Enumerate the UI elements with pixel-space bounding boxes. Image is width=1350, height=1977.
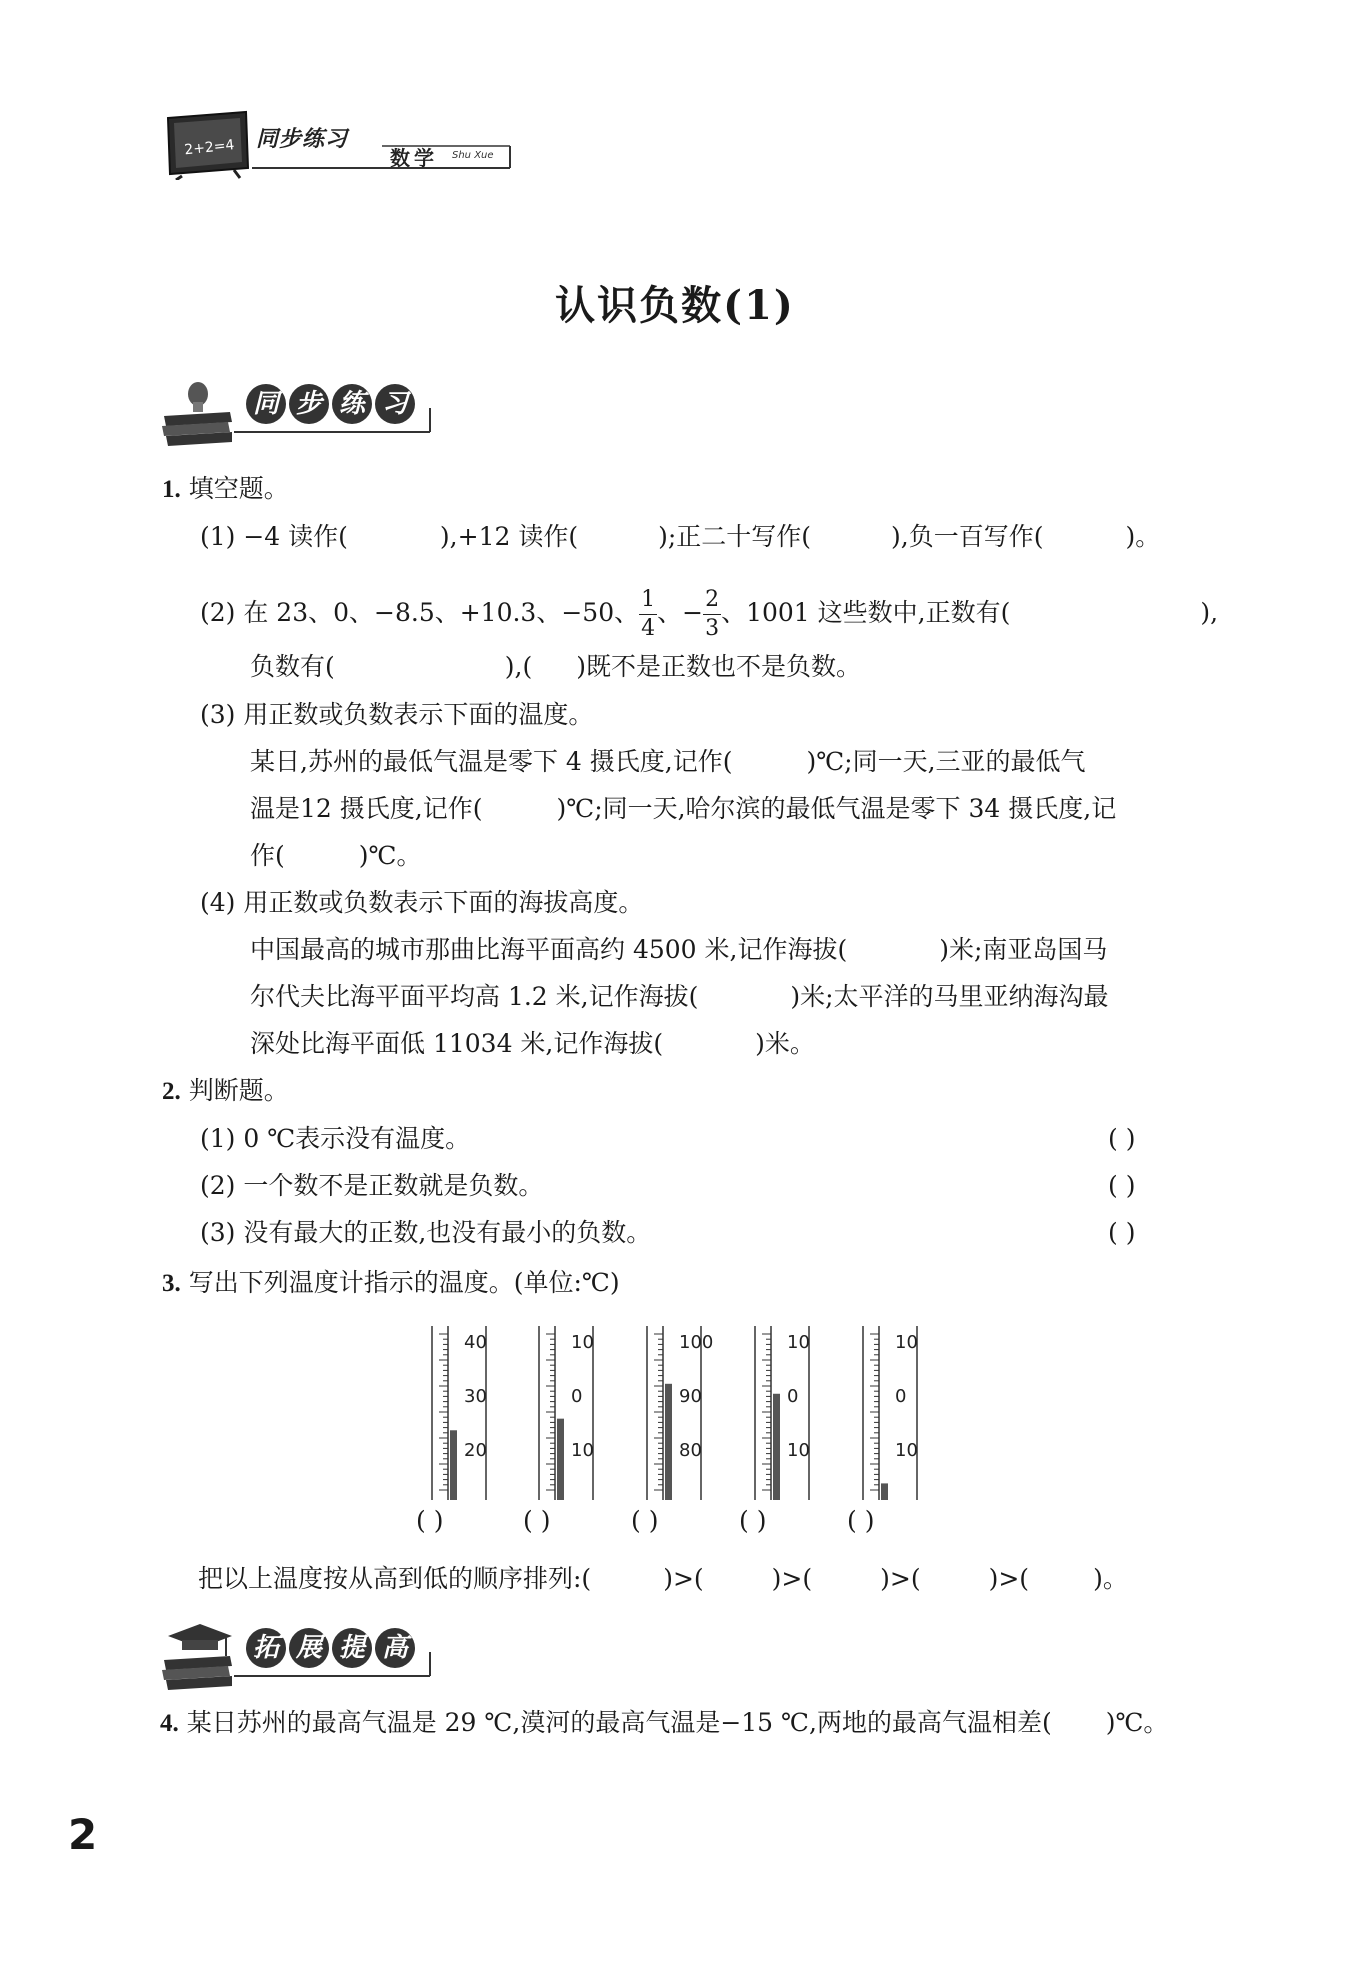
q3-heading: 3. 写出下列温度计指示的温度。(单位:℃) xyxy=(162,1268,620,1297)
subject-title: 数学 xyxy=(390,146,438,170)
q3-order-line: 把以上温度按从高到低的顺序排列:( )>( )>( )>( )>( )。 xyxy=(198,1564,1128,1593)
mercury-column-1 xyxy=(450,1430,457,1500)
q2-item-1: (1) 0 ℃表示没有温度。 xyxy=(200,1124,471,1153)
thermometer-1-label-3: 20 xyxy=(464,1440,487,1461)
thermometer-answer-paren-1[interactable]: ( ) xyxy=(416,1506,444,1535)
q1-part4-line2: 尔代夫比海平面平均高 1.2 米,记作海拔( )米;太平洋的马里亚纳海沟最 xyxy=(250,982,1109,1011)
mercury-column-5 xyxy=(881,1483,888,1500)
section-badge-extension: 拓 展 提 高 xyxy=(160,1622,430,1676)
q4-line: 4. 某日苏州的最高气温是 29 ℃,漠河的最高气温是−15 ℃,两地的最高气温相差( )℃。 xyxy=(160,1708,1169,1737)
q1-part3-line1: 某日,苏州的最低气温是零下 4 摄氏度,记作( )℃;同一天,三亚的最低气 xyxy=(250,747,1086,776)
thermometer-1-label-2: 30 xyxy=(464,1386,487,1407)
q2-item-2: (2) 一个数不是正数就是负数。 xyxy=(200,1171,544,1200)
thermometer-5-label-2: 0 xyxy=(895,1386,907,1407)
thermometer-answer-paren-4[interactable]: ( ) xyxy=(739,1506,767,1535)
q1-part4-line1: 中国最高的城市那曲比海平面高约 4500 米,记作海拔( )米;南亚岛国马 xyxy=(250,935,1108,964)
q2-answer-paren-3[interactable]: ( ) xyxy=(1108,1218,1136,1247)
thermometer-2-label-3: 10 xyxy=(571,1440,594,1461)
thermometer-5-label-3: 10 xyxy=(895,1440,918,1461)
thermometer-2-label-1: 10 xyxy=(571,1332,594,1353)
header-chalkboard-icon xyxy=(162,110,252,180)
mercury-column-4 xyxy=(773,1394,780,1500)
board-text: 2+2=4 xyxy=(183,137,236,159)
thermometer-2-label-2: 0 xyxy=(571,1386,583,1407)
q1-part4-head: (4) 用正数或负数表示下面的海拔高度。 xyxy=(200,888,644,917)
thermometer-3-label-1: 100 xyxy=(679,1332,714,1353)
q1-heading: 1. 填空题。 xyxy=(162,474,289,503)
thermometer-3-label-3: 80 xyxy=(679,1440,702,1461)
thermometer-3 xyxy=(645,1326,715,1506)
thermometer-4-label-1: 10 xyxy=(787,1332,810,1353)
thermometer-answer-paren-5[interactable]: ( ) xyxy=(847,1506,875,1535)
thermometer-answer-paren-3[interactable]: ( ) xyxy=(631,1506,659,1535)
subject-pinyin: Shu Xue xyxy=(452,150,494,161)
q2-answer-paren-2[interactable]: ( ) xyxy=(1108,1171,1136,1200)
series-title: 同步练习 xyxy=(256,127,349,152)
thermometer-5 xyxy=(861,1326,931,1506)
thermometer-1-label-1: 40 xyxy=(464,1332,487,1353)
header-strip xyxy=(252,118,512,172)
q1-part3-line3: 作( )℃。 xyxy=(250,841,422,870)
q1-part3-head: (3) 用正数或负数表示下面的温度。 xyxy=(200,700,594,729)
books-graduation-cap-icon xyxy=(160,1616,236,1696)
q1-part2-line1: (2) 在 23、0、−8.5、+10.3、−50、 $\frac{1}{4}$ 、− $\frac{2}{3}$ 、1001 这些数中,正数有( ), xyxy=(200,587,1219,641)
mercury-column-2 xyxy=(557,1419,564,1500)
thermometer-answer-paren-2[interactable]: ( ) xyxy=(523,1506,551,1535)
books-lamp-icon xyxy=(160,372,236,452)
q1-part3-line2: 温是12 摄氏度,记作( )℃;同一天,哈尔滨的最低气温是零下 34 摄氏度,记 xyxy=(250,794,1117,823)
thermometer-2 xyxy=(537,1326,607,1506)
q1-part2-line2: 负数有( ),( )既不是正数也不是负数。 xyxy=(250,652,861,681)
q1-part4-line3: 深处比海平面低 11034 米,记作海拔( )米。 xyxy=(250,1029,815,1058)
thermometer-5-label-1: 10 xyxy=(895,1332,918,1353)
q2-answer-paren-1[interactable]: ( ) xyxy=(1108,1124,1136,1153)
thermometer-4-label-3: 10 xyxy=(787,1440,810,1461)
q2-item-3: (3) 没有最大的正数,也没有最小的负数。 xyxy=(200,1218,652,1247)
page-number: 2 xyxy=(68,1810,98,1859)
thermometer-4-label-2: 0 xyxy=(787,1386,799,1407)
q2-heading: 2. 判断题。 xyxy=(162,1076,289,1105)
thermometer-3-label-2: 90 xyxy=(679,1386,702,1407)
thermometer-1 xyxy=(430,1326,500,1506)
section-badge-sync-practice: 同 步 练 习 xyxy=(160,378,430,432)
page-title: 认识负数(1) xyxy=(555,282,795,329)
thermometer-4 xyxy=(753,1326,823,1506)
q1-part1: (1) −4 读作( ),+12 读作( );正二十写作( ),负一百写作( )。 xyxy=(200,522,1161,551)
mercury-column-3 xyxy=(665,1384,672,1500)
